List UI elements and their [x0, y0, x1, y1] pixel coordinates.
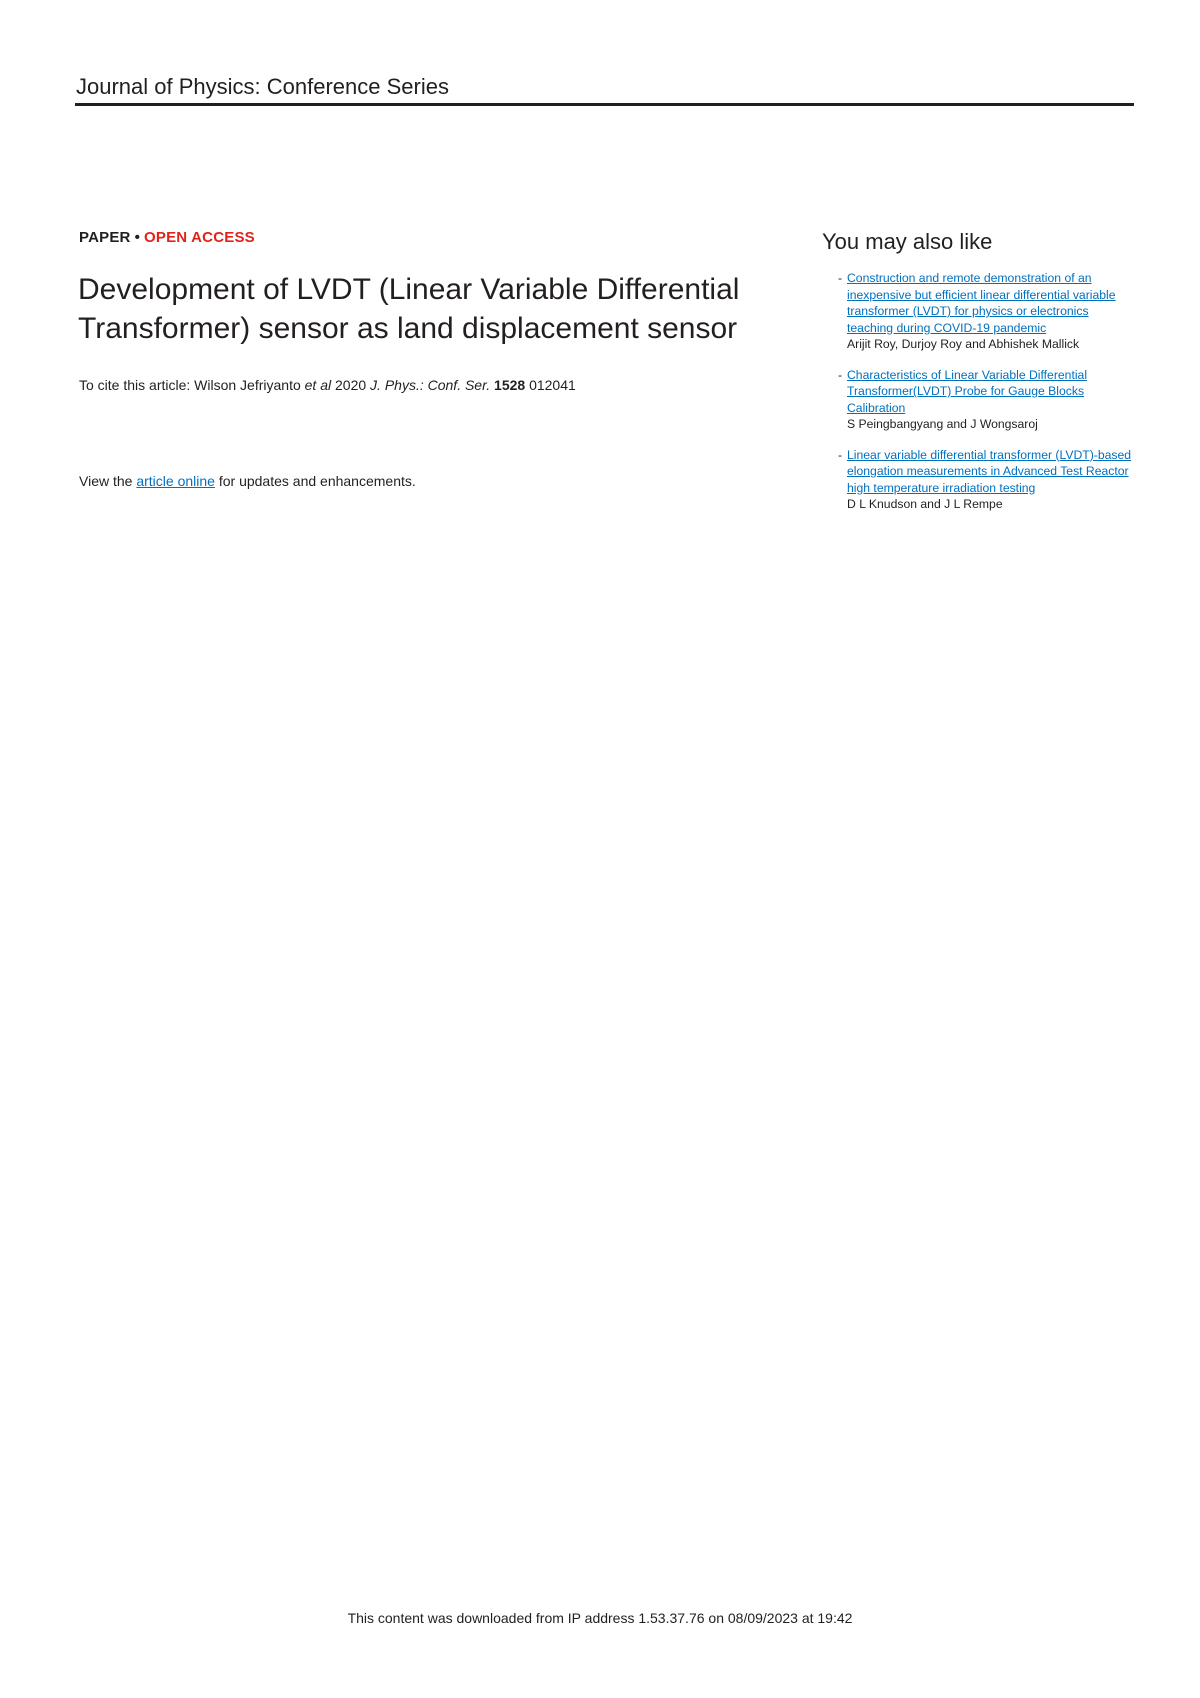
related-authors: D L Knudson and J L Rempe — [847, 497, 1003, 511]
header-divider — [75, 103, 1134, 106]
related-item — [822, 367, 1132, 433]
cite-year: 2020 — [331, 377, 371, 393]
open-access-label: OPEN ACCESS — [144, 229, 255, 246]
view-prefix: View the — [79, 473, 137, 489]
related-item — [822, 447, 1132, 513]
type-separator: • — [134, 229, 141, 246]
list-dash: - — [838, 367, 843, 382]
cite-volume: 1528 — [494, 377, 526, 393]
article-online-link[interactable]: article online — [136, 473, 215, 489]
cite-etal: et al — [304, 377, 332, 393]
related-list — [822, 270, 1132, 513]
related-heading: You may also like — [822, 229, 993, 254]
cite-journal: J. Phys.: Conf. Ser. — [370, 377, 491, 393]
list-dash: - — [838, 447, 843, 462]
related-articles-sidebar — [822, 229, 1132, 527]
related-item — [822, 270, 1132, 353]
related-authors: S Peingbangyang and J Wongsaroj — [847, 417, 1038, 431]
cite-article-number: 012041 — [525, 377, 576, 393]
view-online-line — [79, 473, 416, 489]
citation-line — [79, 377, 576, 393]
related-article-link[interactable]: Linear variable differential transformer (LVDT)-based elongation measurements in Advanced Test Reactor high temperature irradiation testing — [847, 447, 1132, 495]
journal-name: Journal of Physics: Conference Series — [76, 74, 449, 99]
paper-label: PAPER — [79, 229, 131, 246]
cite-prefix: To cite this article: Wilson Jefriyanto — [79, 377, 305, 393]
article-title: Development of LVDT (Linear Variable Differential Transformer) sensor as land displacement sensor — [78, 273, 740, 345]
related-article-link[interactable]: Construction and remote demonstration of an inexpensive but efficient linear differential variable transformer (LVDT) for physics or electronics teaching during COVID-19 pandemic — [847, 271, 1116, 335]
related-article-link[interactable]: Characteristics of Linear Variable Differential Transformer(LVDT) Probe for Gauge Blocks Calibration — [847, 367, 1088, 415]
article-type-line — [79, 229, 255, 246]
list-dash: - — [838, 271, 843, 285]
download-note: This content was downloaded from IP address 1.53.37.76 on 08/09/2023 at 19:42 — [347, 1610, 853, 1626]
view-suffix: for updates and enhancements. — [214, 473, 416, 489]
related-authors: Arijit Roy, Durjoy Roy and Abhishek Mallick — [847, 337, 1080, 351]
